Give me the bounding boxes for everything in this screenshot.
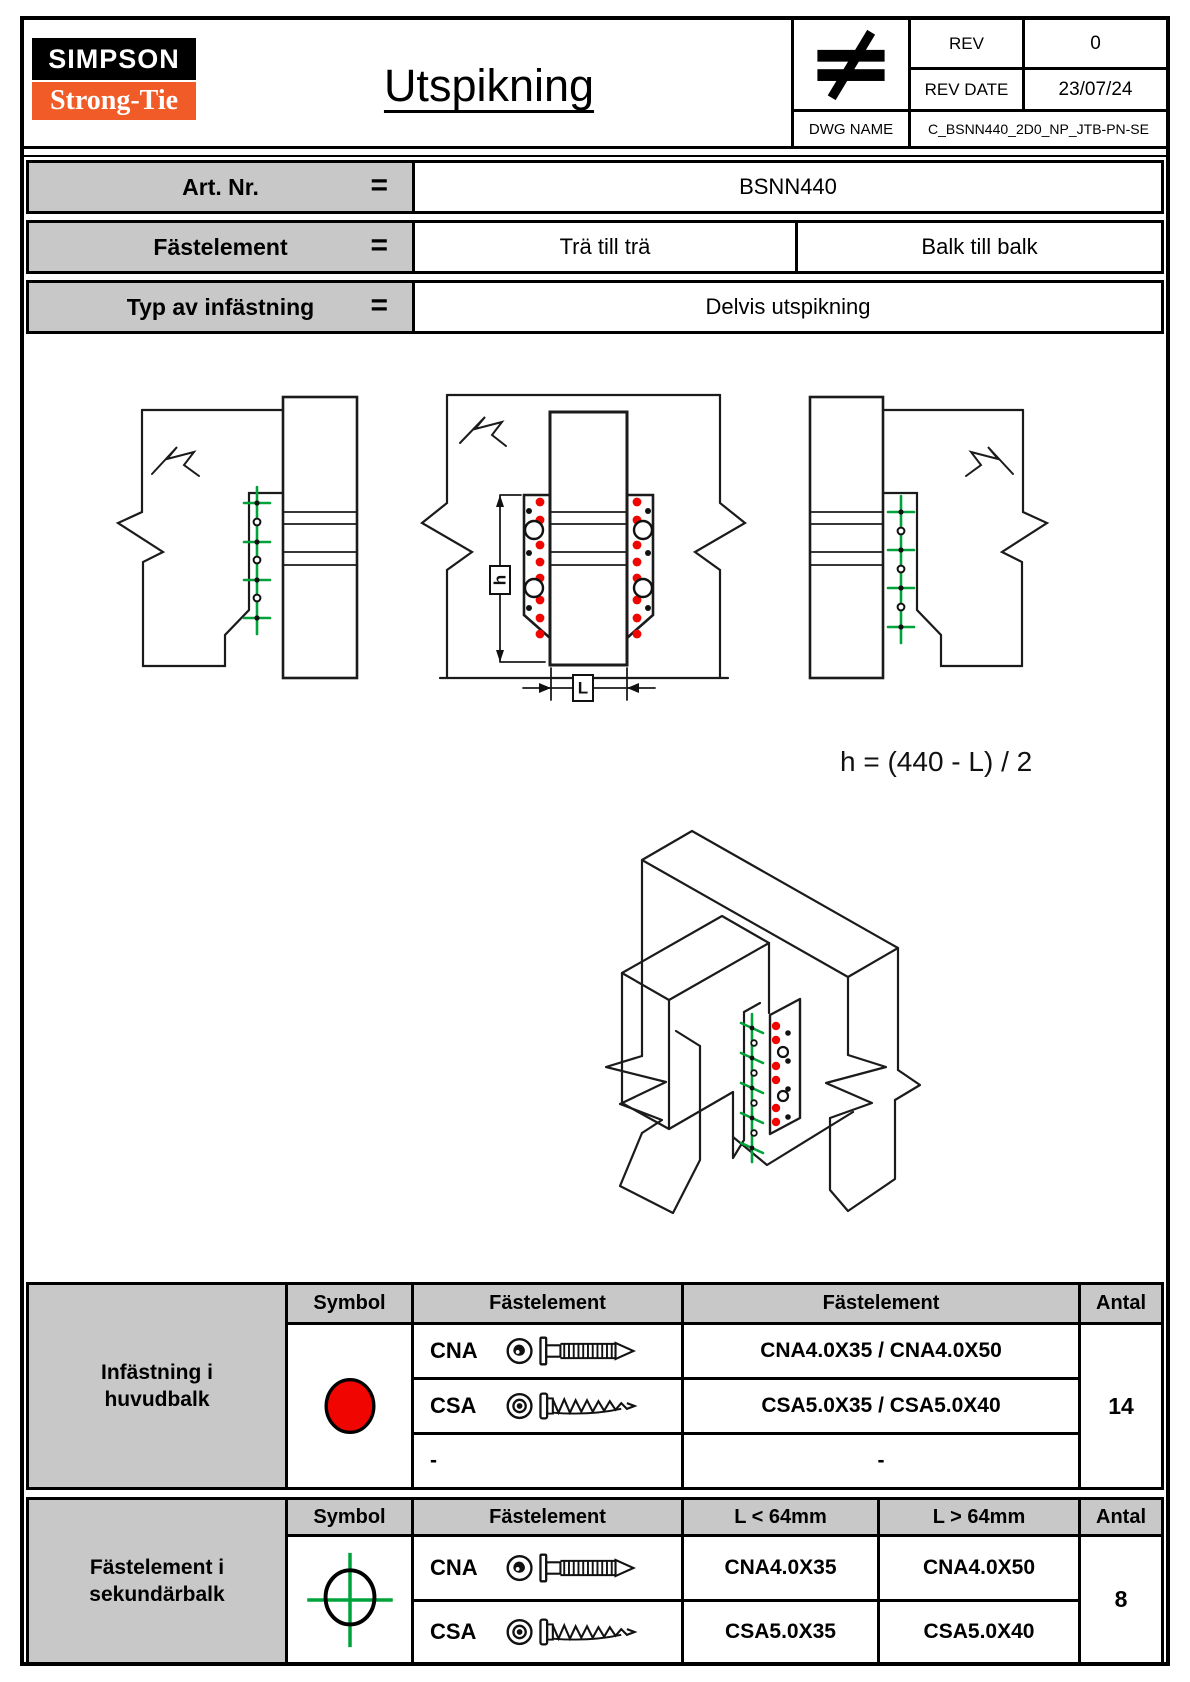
break-symbol (460, 417, 506, 446)
csa-l-lt-value: CSA5.0X35 (681, 1599, 880, 1665)
cna-l-lt-value: CNA4.0X35 (681, 1534, 880, 1602)
not-equal-icon (809, 27, 893, 103)
table-main-header-symbol: Symbol (285, 1282, 414, 1325)
fastelement-value-left: Trä till trä (415, 223, 798, 271)
csa-l-gt-value: CSA5.0X40 (877, 1599, 1081, 1665)
table-main-row-empty: - (411, 1432, 684, 1490)
right-side-view (810, 397, 1047, 678)
table-main-row-csa (411, 1377, 684, 1435)
page-title: Utspikning (383, 60, 595, 111)
cna-code: CNA (430, 1555, 478, 1580)
technical-drawing-canvas (24, 340, 1166, 1290)
table-secondary-header-antal: Antal (1078, 1497, 1164, 1537)
table-secondary-header-l-lt: L < 64mm (681, 1497, 880, 1537)
table-main-row-cna (411, 1322, 684, 1380)
csa-code: CSA (430, 1393, 477, 1418)
table-secondary-header-fastelement: Fästelement (411, 1497, 684, 1537)
equals-sign: = (370, 288, 388, 322)
dwg-name-value: C_BSNN440_2D0_NP_JTB-PN-SE (908, 112, 1166, 146)
dwg-name-label: DWG NAME (791, 112, 908, 146)
info-row-typ (26, 280, 1164, 334)
bolt-holes (525, 521, 652, 597)
header-divider-thin (24, 155, 1166, 157)
csa-screw-icon (498, 1387, 658, 1425)
cna-code: CNA (430, 1338, 478, 1363)
equals-sign: = (370, 228, 388, 262)
bolt-holes (778, 1047, 788, 1101)
not-equal-logo-cell (791, 20, 908, 112)
info-row-fastelement (26, 220, 1164, 274)
fastelement-label: Fästelement = (29, 223, 415, 271)
sheet-border (20, 16, 1170, 1666)
csa-value: CSA5.0X35 / CSA5.0X40 (681, 1377, 1081, 1435)
rev-label: REV (908, 20, 1022, 70)
table-secondary-header-symbol: Symbol (285, 1497, 414, 1537)
fastelement-value-right: Balk till balk (921, 234, 1038, 259)
info-row-art-nr (26, 160, 1164, 214)
equals-sign: = (370, 168, 388, 202)
rev-date-value: 23/07/24 (1022, 70, 1166, 112)
table-main-header-antal: Antal (1078, 1282, 1164, 1325)
table-main-header-fastelement2: Fästelement (681, 1282, 1081, 1325)
art-nr-label: Art. Nr. = (29, 163, 415, 211)
logo-strongtie-text: Strong-Tie (32, 82, 196, 120)
formula-text: h = (440 - L) / 2 (840, 746, 1033, 777)
dimension-l (523, 668, 655, 701)
cna-nail-icon (498, 1332, 658, 1370)
dim-l-label: L (577, 678, 589, 698)
left-side-view (118, 397, 357, 678)
cna-value: CNA4.0X35 / CNA4.0X50 (681, 1322, 1081, 1380)
rev-date-label: REV DATE (908, 70, 1022, 112)
csa-screw-icon (498, 1613, 658, 1651)
art-nr-value: BSNN440 (739, 174, 837, 199)
table-secondary-row-csa (411, 1599, 684, 1665)
typ-label: Typ av infästning = (29, 283, 415, 331)
cna-l-gt-value: CNA4.0X50 (877, 1534, 1081, 1602)
empty-value: - (681, 1432, 1081, 1490)
table-secondary-row-cna (411, 1534, 684, 1602)
red-circle-icon (316, 1370, 384, 1442)
break-symbol (966, 447, 1013, 476)
crosshair-icon (302, 1546, 398, 1654)
antal-sekundarbalk: 8 (1078, 1534, 1164, 1665)
rev-value: 0 (1022, 20, 1166, 70)
symbol-cell-sekundarbalk (285, 1534, 414, 1665)
dim-h-label: h (490, 574, 510, 586)
break-symbol (152, 447, 199, 476)
simpson-strongtie-logo (32, 38, 196, 120)
cna-nail-icon (498, 1549, 658, 1587)
symbol-cell-huvudbalk (285, 1322, 414, 1490)
front-view (422, 395, 745, 701)
table-main-header-fastelement: Fästelement (411, 1282, 684, 1325)
csa-code: CSA (430, 1619, 477, 1644)
table-main-row-label: Infästning i huvudbalk (26, 1282, 288, 1490)
isometric-view (606, 831, 920, 1213)
header-divider (24, 146, 1166, 149)
table-secondary-header-l-gt: L > 64mm (877, 1497, 1081, 1537)
table-secondary-row-label: Fästelement i sekundärbalk (26, 1497, 288, 1665)
logo-simpson-text: SIMPSON (32, 38, 196, 80)
main-fastener-dots (772, 1022, 780, 1126)
small-nail-dots (785, 1030, 791, 1120)
typ-value: Delvis utspikning (705, 294, 871, 319)
antal-huvudbalk: 14 (1078, 1322, 1164, 1490)
